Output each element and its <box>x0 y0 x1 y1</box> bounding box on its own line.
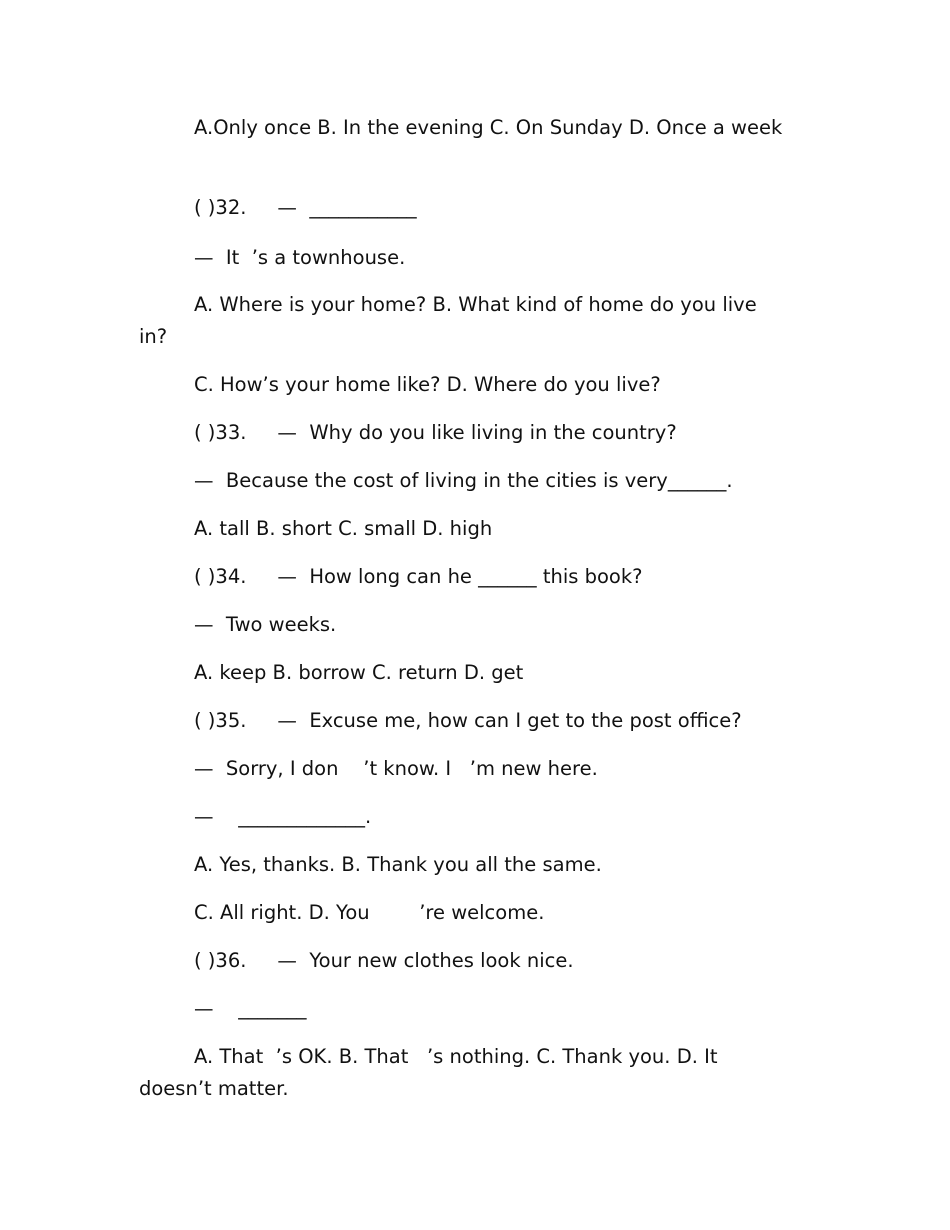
answer-line-34: — Two weeks. <box>194 613 337 636</box>
answer-options-32-line-2: C. How’s your home like? D. Where do you live? <box>194 373 661 396</box>
answer-line-32: — It ’s a townhouse. <box>194 246 406 269</box>
answer-options-36: A. That ’s OK. B. That ’s nothing. C. Thank you. D. It doesn’t matter. <box>139 1045 718 1100</box>
answer-options-34: A. keep B. borrow C. return D. get <box>194 661 524 684</box>
answer-line-35-b: — _____________. <box>194 805 372 828</box>
question-33: ( )33. — Why do you like living in the country? <box>194 421 677 444</box>
question-35: ( )35. — Excuse me, how can I get to the post office? <box>194 709 742 732</box>
answer-line-35-a: — Sorry, I don ’t know. I ’m new here. <box>194 757 598 780</box>
answer-line-33: — Because the cost of living in the cities is very______. <box>194 469 733 492</box>
question-32: ( )32. — ___________ <box>194 196 417 219</box>
answer-line-36: — _______ <box>194 997 307 1020</box>
answer-options-33: A. tall B. short C. small D. high <box>194 517 493 540</box>
question-34: ( )34. — How long can he ______ this book? <box>194 565 643 588</box>
answer-options-32-line-1: A. Where is your home? B. What kind of home do you live in? <box>139 293 757 348</box>
question-36: ( )36. — Your new clothes look nice. <box>194 949 574 972</box>
answer-options-31: A.Only once B. In the evening C. On Sunday D. Once a week <box>194 116 783 139</box>
answer-options-35-line-1: A. Yes, thanks. B. Thank you all the same. <box>194 853 602 876</box>
answer-options-35-line-2: C. All right. D. You ’re welcome. <box>194 901 545 924</box>
